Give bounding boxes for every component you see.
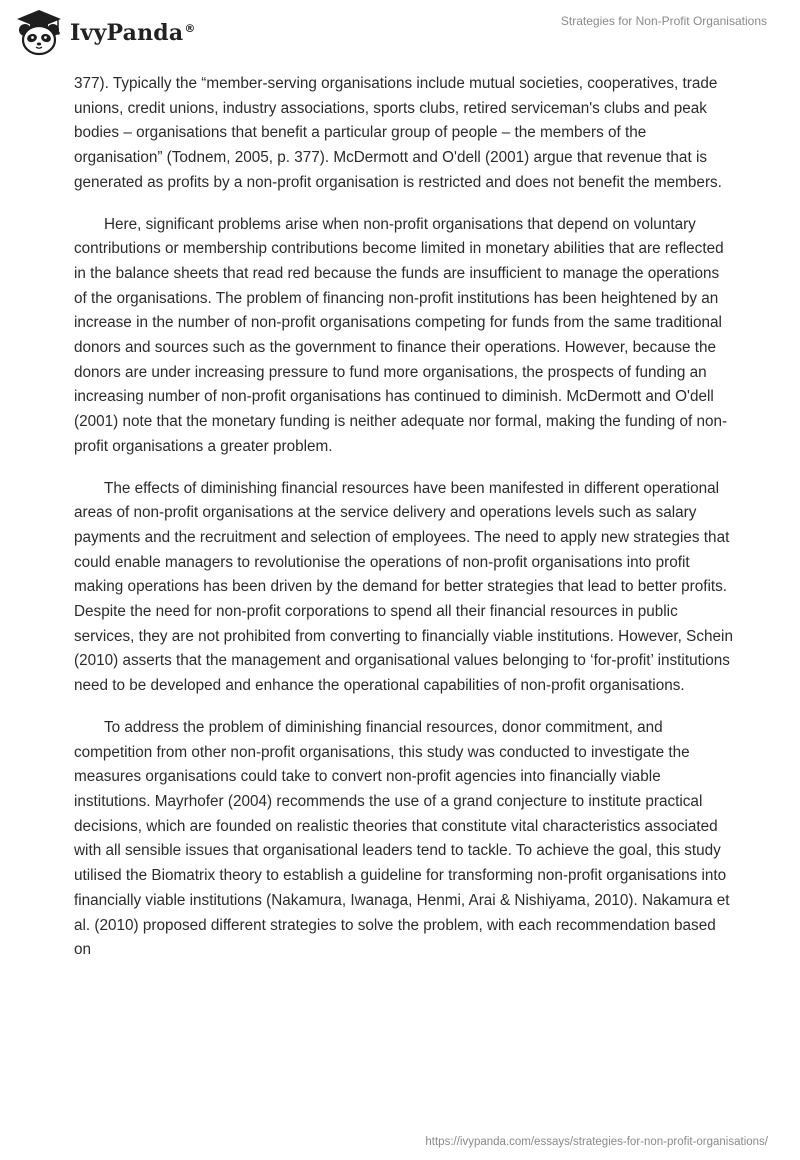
paragraph: The effects of diminishing financial resources have been manifested in different operational areas of non-profit organisations at the service delivery and operations levels such as salary payments and the recruitment and selection of employees. The need to apply new strategies that could enable managers to revolutionise the operations of non-profit organisations into profit making operations has been driven by the demand for better strategies that lead to better profits. Despite the need for non-profit corporations to spend all their financial resources in public services, they are not prohibited from converting to financially viable institutions. However, Schein (2010) asserts that the management and organisational values belonging to ‘for-profit’ institutions need to be developed and enhance the operational capabilities of non-profit organisations.	[74, 479, 733, 695]
paragraph: Here, significant problems arise when non-profit organisations that depend on voluntary contributions or membership contributions become limited in monetary abilities that are reflected in the balance sheets that read red because the funds are insufficient to manage the operations of the organisations. The problem of financing non-profit institutions has been heightened by an increase in the number of non-profit organisations competing for funds from the same traditional donors and sources such as the government to finance their operations. However, because the donors are under increasing pressure to fund more organisations, the prospects of funding an increasing number of non-profit organisations has continued to diminish. McDermott and O'dell (2001) note that the monetary funding is neither adequate nor formal, making the funding of non-profit organisations a greater problem.	[74, 215, 728, 455]
paragraph: To address the problem of diminishing financial resources, donor commitment, and competition from other non-profit organisations, this study was conducted to investigate the measures organisations could take to convert non-profit agencies into financially viable institutions. Mayrhofer (2004) recommends the use of a grand conjecture to institute practical decisions, which are founded on realistic theories that constitute vital characteristics associated with all sensible issues that organisational leaders tend to tackle. To achieve the goal, this study utilised the Biomatrix theory to establish a guideline for transforming non-profit organisations into financially viable institutions (Nakamura, Iwanaga, Henmi, Arai & Nishiyama, 2010). Nakamura et al. (2010) proposed different strategies to solve the problem, with each recommendation based on	[74, 718, 730, 959]
document-title: Strategies for Non-Profit Organisations	[560, 14, 767, 28]
essay-body	[74, 72, 734, 980]
paragraph: 377). Typically the “member-serving organisations include mutual societies, cooperatives, trade unions, credit unions, industry associations, sports clubs, retired serviceman's clubs and peak bodies – organisations that benefit a particular group of people – the members of the organisation” (Todnem, 2005, p. 377). McDermott and O'dell (2001) argue that revenue that is generated as profits by a non-profit organisation is restricted and does not benefit the members.	[74, 75, 722, 191]
source-url[interactable]: https://ivypanda.com/essays/strategies-for-non-profit-organisations/	[425, 1136, 768, 1148]
panda-graduate-icon	[14, 8, 64, 58]
page-header	[0, 0, 800, 70]
ivypanda-logo[interactable]	[14, 8, 196, 58]
brand-name: IvyPanda®	[70, 20, 196, 46]
